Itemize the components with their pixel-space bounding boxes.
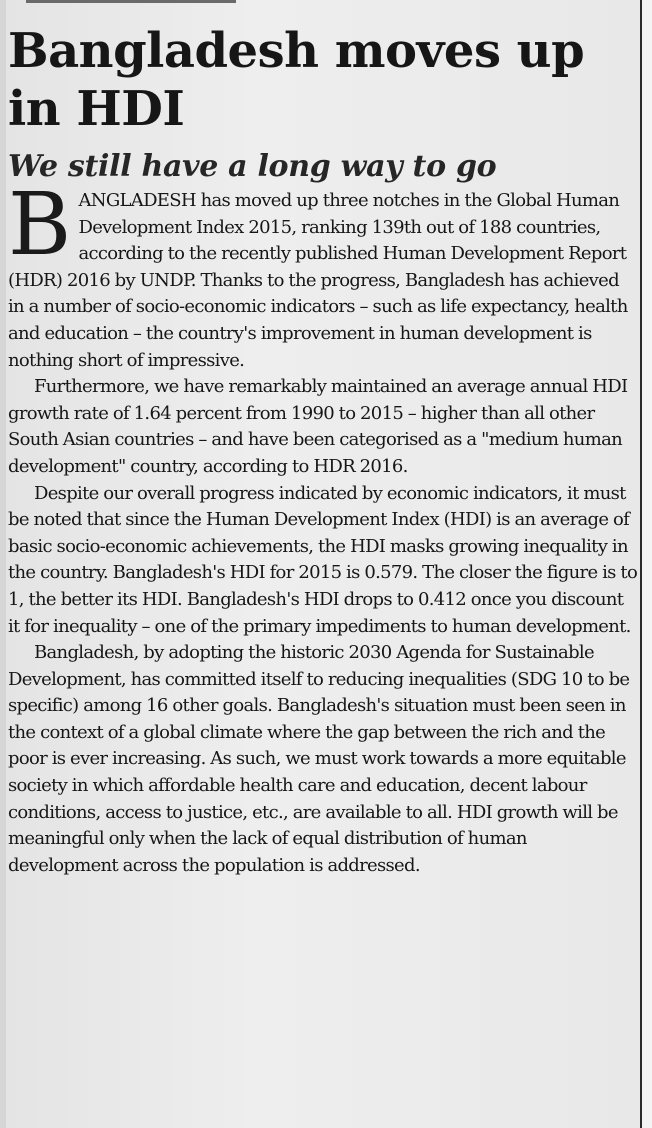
top-cropped-strip [6,0,640,4]
article-body [8,175,638,879]
article-paragraph-1: ANGLADESH has moved up three notches in the Global Human Development Index 2015, ranking 139th out of 188 countries, according to the recently published Human Development Report (HDR) 2016 by UNDP. Thanks to the progress, Bangladesh has achieved in a number of socio-economic indicators – such as life expectancy, health and education – the country's improvement in human development is nothing short of impressive. [8,190,628,371]
article-paragraph-2: Furthermore, we have remarkably maintained an average annual HDI growth rate of 1.64 percent from 1990 to 2015 – higher than all other South Asian countries – and have been categorised as a "medium human development" country, according to HDR 2016. [8,376,628,477]
cropped-text-remnant [26,0,236,3]
drop-cap: B [8,175,71,275]
article-paragraph-3: Despite our overall progress indicated by economic indicators, it must be noted that since the Human Development Index (HDI) is an average of basic socio-economic achievements, the HDI masks growing inequality in the country. Bangladesh's HDI for 2015 is 0.579. The closer the figure is to 1, the better its HDI. Bangladesh's HDI drops to 0.412 once you discount it for inequality – one of the primary impediments to human development. [8,482,638,637]
article-paragraph-4: Bangladesh, by adopting the historic 2030 Agenda for Sustainable Development, has committed itself to reducing inequalities (SDG 10 to be specific) among 16 other goals. Bangladesh's situation must been seen in the context of a global climate where the gap between the rich and the poor is ever increasing. As such, we must work towards a more equitable society in which affordable health care and education, decent labour conditions, access to justice, etc., are available to all. HDI growth will be meaningful only when the lack of equal distribution of human development across the population is addressed. [8,642,630,876]
editorial-article [8,22,638,879]
article-subheadline: We still have a long way to go [8,149,497,184]
article-headline: Bangladesh moves up in HDI [8,23,585,137]
right-page-margin [642,0,652,1128]
left-page-edge [0,0,6,1128]
